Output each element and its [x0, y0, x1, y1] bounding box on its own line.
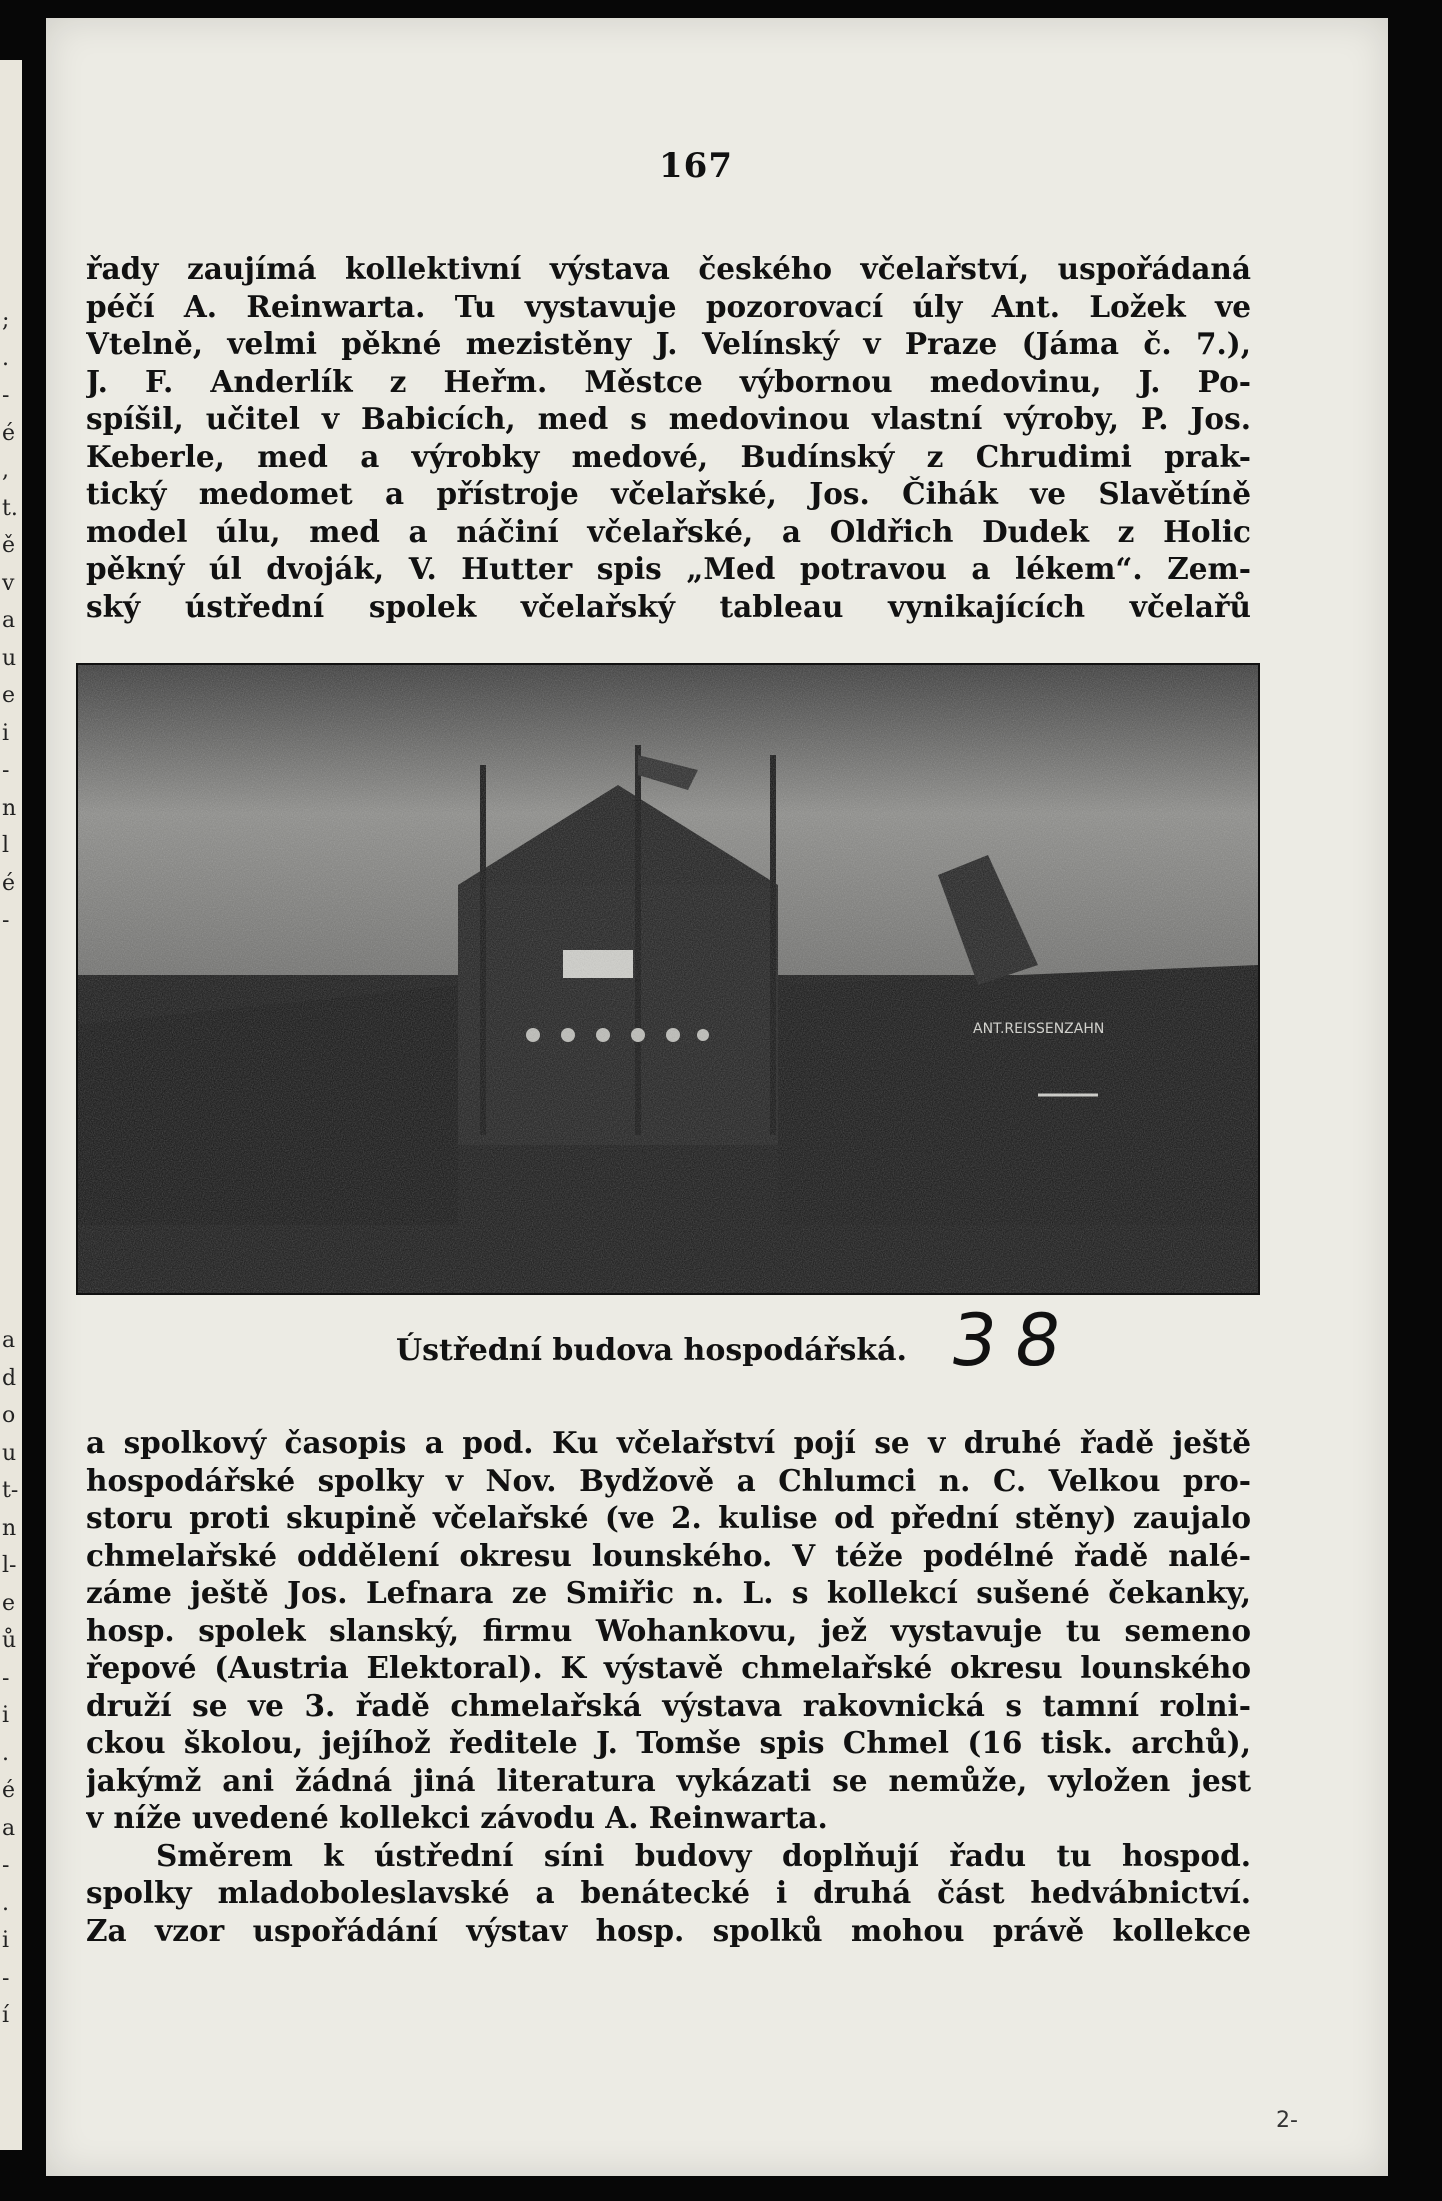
- margin-fragment: ,: [2, 458, 9, 483]
- margin-fragment: i: [2, 1703, 10, 1728]
- page-number: 167: [659, 146, 733, 186]
- margin-fragment: t.: [2, 495, 18, 521]
- margin-fragment: u: [2, 645, 17, 671]
- text-line: chmelařské oddělení okresu lounského. V téže podélné řadě nalé-: [86, 1537, 1251, 1573]
- text-line: Směrem k ústřední síni budovy doplňují řadu tu hospod.: [156, 1837, 1251, 1873]
- margin-fragment: e: [2, 683, 16, 708]
- margin-fragment: l-: [2, 1553, 17, 1578]
- text-line: v níže uvedené kollekci závodu A. Reinwarta.: [86, 1800, 828, 1835]
- margin-fragment: n: [2, 1515, 17, 1541]
- margin-fragment: .: [2, 345, 9, 371]
- facing-page-edge: [0, 60, 22, 2150]
- text-line: Keberle, med a výrobky medové, Budínský z Chrudimi prak-: [86, 438, 1251, 474]
- text-line: pěkný úl dvoják, V. Hutter spis „Med potravou a lékem“. Zem-: [86, 551, 1251, 586]
- text-line: hospodářské spolky v Nov. Bydžově a Chlumci n. C. Velkou pro-: [86, 1462, 1251, 1498]
- margin-fragment: -: [2, 908, 10, 933]
- exhibition-photo: [76, 663, 1260, 1295]
- margin-fragment: .: [2, 1740, 9, 1766]
- photo-illustration: [78, 665, 1258, 1293]
- margin-fragment: a: [2, 608, 16, 633]
- text-line: ckou školou, jejíhož ředitele J. Tomše spis Chmel (16 tisk. archů),: [86, 1725, 1251, 1760]
- margin-fragment: ;: [2, 308, 10, 333]
- text-line: péčí A. Reinwarta. Tu vystavuje pozorovací úly Ant. Ložek ve: [86, 288, 1251, 324]
- margin-fragment: -: [2, 383, 10, 408]
- margin-fragment: -: [2, 1853, 10, 1878]
- margin-fragment: n: [2, 795, 17, 821]
- text-line: hosp. spolek slanský, firmu Wohankovu, jež vystavuje tu semeno: [86, 1612, 1251, 1648]
- text-line: jakýmž ani žádná jiná literatura vykázati se nemůže, vyložen jest: [86, 1762, 1251, 1798]
- margin-fragment: ě: [2, 533, 16, 558]
- margin-fragment: í: [2, 2003, 10, 2028]
- margin-fragment: é: [2, 1778, 16, 1803]
- text-line: ský ústřední spolek včelařský tableau vynikajících včelařů: [86, 588, 1251, 624]
- margin-fragment: u: [2, 1440, 17, 1466]
- margin-fragment: e: [2, 1590, 16, 1616]
- margin-fragment: -: [2, 758, 10, 783]
- corner-mark: 2-: [1276, 2108, 1298, 2133]
- handwritten-note: 38: [945, 1298, 1085, 1382]
- text-line: model úlu, med a náčiní včelařské, a Oldřich Dudek z Holic: [86, 513, 1251, 549]
- margin-fragment: d: [2, 1365, 17, 1391]
- text-line: tický medomet a přístroje včelařské, Jos. Čihák ve Slavětíně: [86, 476, 1251, 511]
- margin-fragment: i: [2, 720, 10, 746]
- margin-fragment: é: [2, 420, 16, 446]
- margin-fragment: .: [2, 1890, 9, 1916]
- paragraph-bottom: [86, 1424, 1251, 1949]
- text-line: spolky mladoboleslavské a benátecké i druhá část hedvábnictví.: [86, 1875, 1251, 1910]
- paragraph-top: [86, 250, 1251, 625]
- text-line: záme ještě Jos. Lefnara ze Smiřic n. L. s kollekcí sušené čekanky,: [86, 1575, 1251, 1610]
- text-line: druží se ve 3. řadě chmelařská výstava rakovnická s tamní rolni-: [86, 1687, 1251, 1723]
- margin-fragment: a: [2, 1328, 16, 1353]
- text-line: řepové (Austria Elektoral). K výstavě chmelařské okresu lounského: [86, 1650, 1251, 1685]
- margin-fragment: -: [2, 1665, 10, 1691]
- margin-fragment: -: [2, 1965, 10, 1991]
- text-line: a spolkový časopis a pod. Ku včelařství pojí se v druhé řadě ještě: [86, 1425, 1251, 1460]
- margin-fragment: o: [2, 1403, 16, 1428]
- book-page: [46, 18, 1388, 2176]
- margin-fragment: é: [2, 870, 16, 896]
- margin-fragment: a: [2, 1815, 16, 1841]
- text-line: spíšil, učitel v Babicích, med s medovinou vlastní výroby, P. Jos.: [86, 401, 1251, 436]
- margin-fragment: ů: [2, 1628, 17, 1653]
- margin-fragment: v: [2, 570, 15, 596]
- text-line: Vtelně, velmi pěkné mezistěny J. Velínský v Praze (Jáma č. 7.),: [86, 326, 1251, 361]
- text-line: storu proti skupině včelařské (ve 2. kulise od přední stěny) zaujalo: [86, 1500, 1251, 1535]
- photo-caption: Ústřední budova hospodářská.: [396, 1333, 907, 1368]
- margin-fragment: t-: [2, 1478, 19, 1503]
- text-line: Za vzor uspořádání výstav hosp. spolků mohou právě kollekce: [86, 1912, 1251, 1948]
- margin-fragment: i: [2, 1928, 10, 1953]
- text-line: J. F. Anderlík z Heřm. Městce výbornou medovinu, J. Po-: [86, 363, 1251, 399]
- margin-fragment: l: [2, 833, 10, 858]
- text-line: řady zaujímá kollektivní výstava českého včelařství, uspořádaná: [86, 251, 1251, 286]
